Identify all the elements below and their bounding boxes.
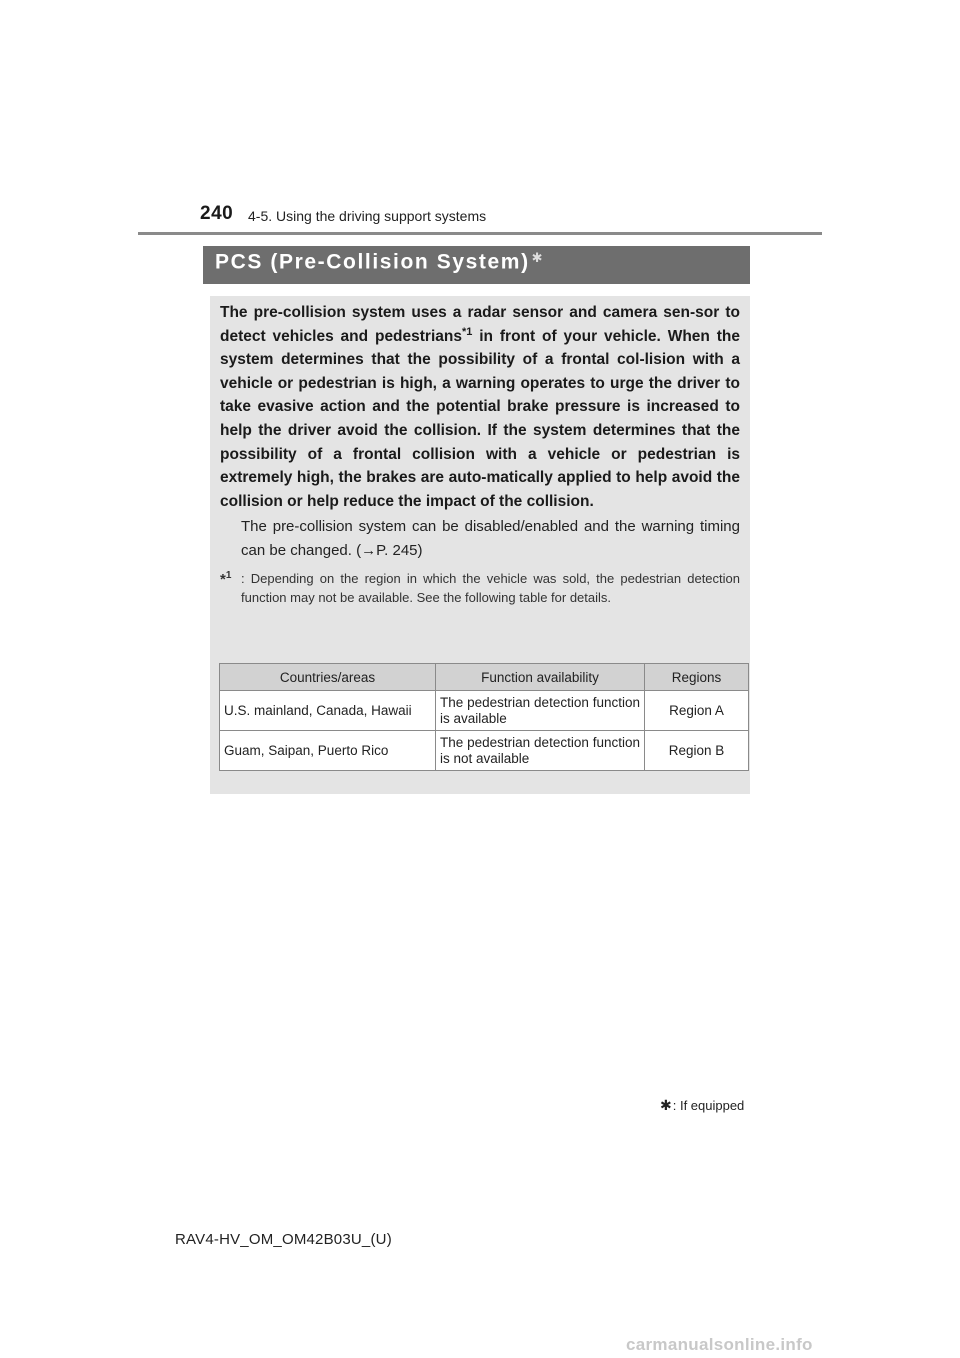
table-cell-countries: Guam, Saipan, Puerto Rico [220,731,436,771]
table-cell-function: The pedestrian detection function is not available [436,731,645,771]
lead-text-part2: in front of your vehicle. When the system determines that the possibility of a frontal col-lision with a vehicle or pedestrian is high, a warning operates to urge the driver to take evasive action and the potential brake pressure is increased to help the driver avoid the collision. If the system determines that the possibility of a frontal collision with a vehicle or pedestrian is extremely high, the brakes are auto-matically applied to help avoid the collision or help reduce the impact of the collision. [220,327,740,510]
region-table [219,663,749,771]
footnote [220,570,740,607]
footnote-text: : Depending on the region in which the vehicle was sold, the pedestrian detection function may not be available. See the following table for details. [241,571,740,605]
settings-note: The pre-collision system can be disabled/enabled and the warning timing can be changed. (→P. 245) [241,518,740,559]
page-number: 240 [200,203,234,224]
header-countries: Countries/areas [220,664,436,691]
asterisk-icon: ✱ [660,1097,672,1113]
table-row [220,691,749,731]
region-table-wrap [219,663,741,771]
content-box [210,296,750,794]
document-code: RAV4-HV_OM_OM42B03U_(U) [175,1231,392,1248]
header-regions: Regions [645,664,749,691]
if-equipped-text: : If equipped [672,1098,745,1113]
table-cell-region: Region B [645,731,749,771]
if-equipped-asterisk-icon: ✱ [531,250,543,265]
table-cell-function: The pedestrian detection function is available [436,691,645,731]
if-equipped-note [660,1097,744,1114]
footnote-number: 1 [225,570,232,582]
table-cell-countries: U.S. mainland, Canada, Hawaii [220,691,436,731]
lead-paragraph [220,296,740,513]
footnote-reference: *1 [461,325,473,338]
watermark: carmanualsonline.info [626,1335,813,1354]
lead-text-part1: The pre-collision system uses a radar sensor and camera sen-sor to detect vehicles and pedestrians [220,304,740,345]
footnote-star: * [220,571,226,589]
table-cell-region: Region A [645,691,749,731]
section-title: PCS (Pre-Collision System) [215,250,530,274]
table-row [220,731,749,771]
header-rule [138,232,822,235]
footnote-marker [220,567,231,590]
section-title-bar [203,246,750,284]
running-head: 4-5. Using the driving support systems [248,208,487,224]
table-header-row [220,664,749,691]
header-function: Function availability [436,664,645,691]
